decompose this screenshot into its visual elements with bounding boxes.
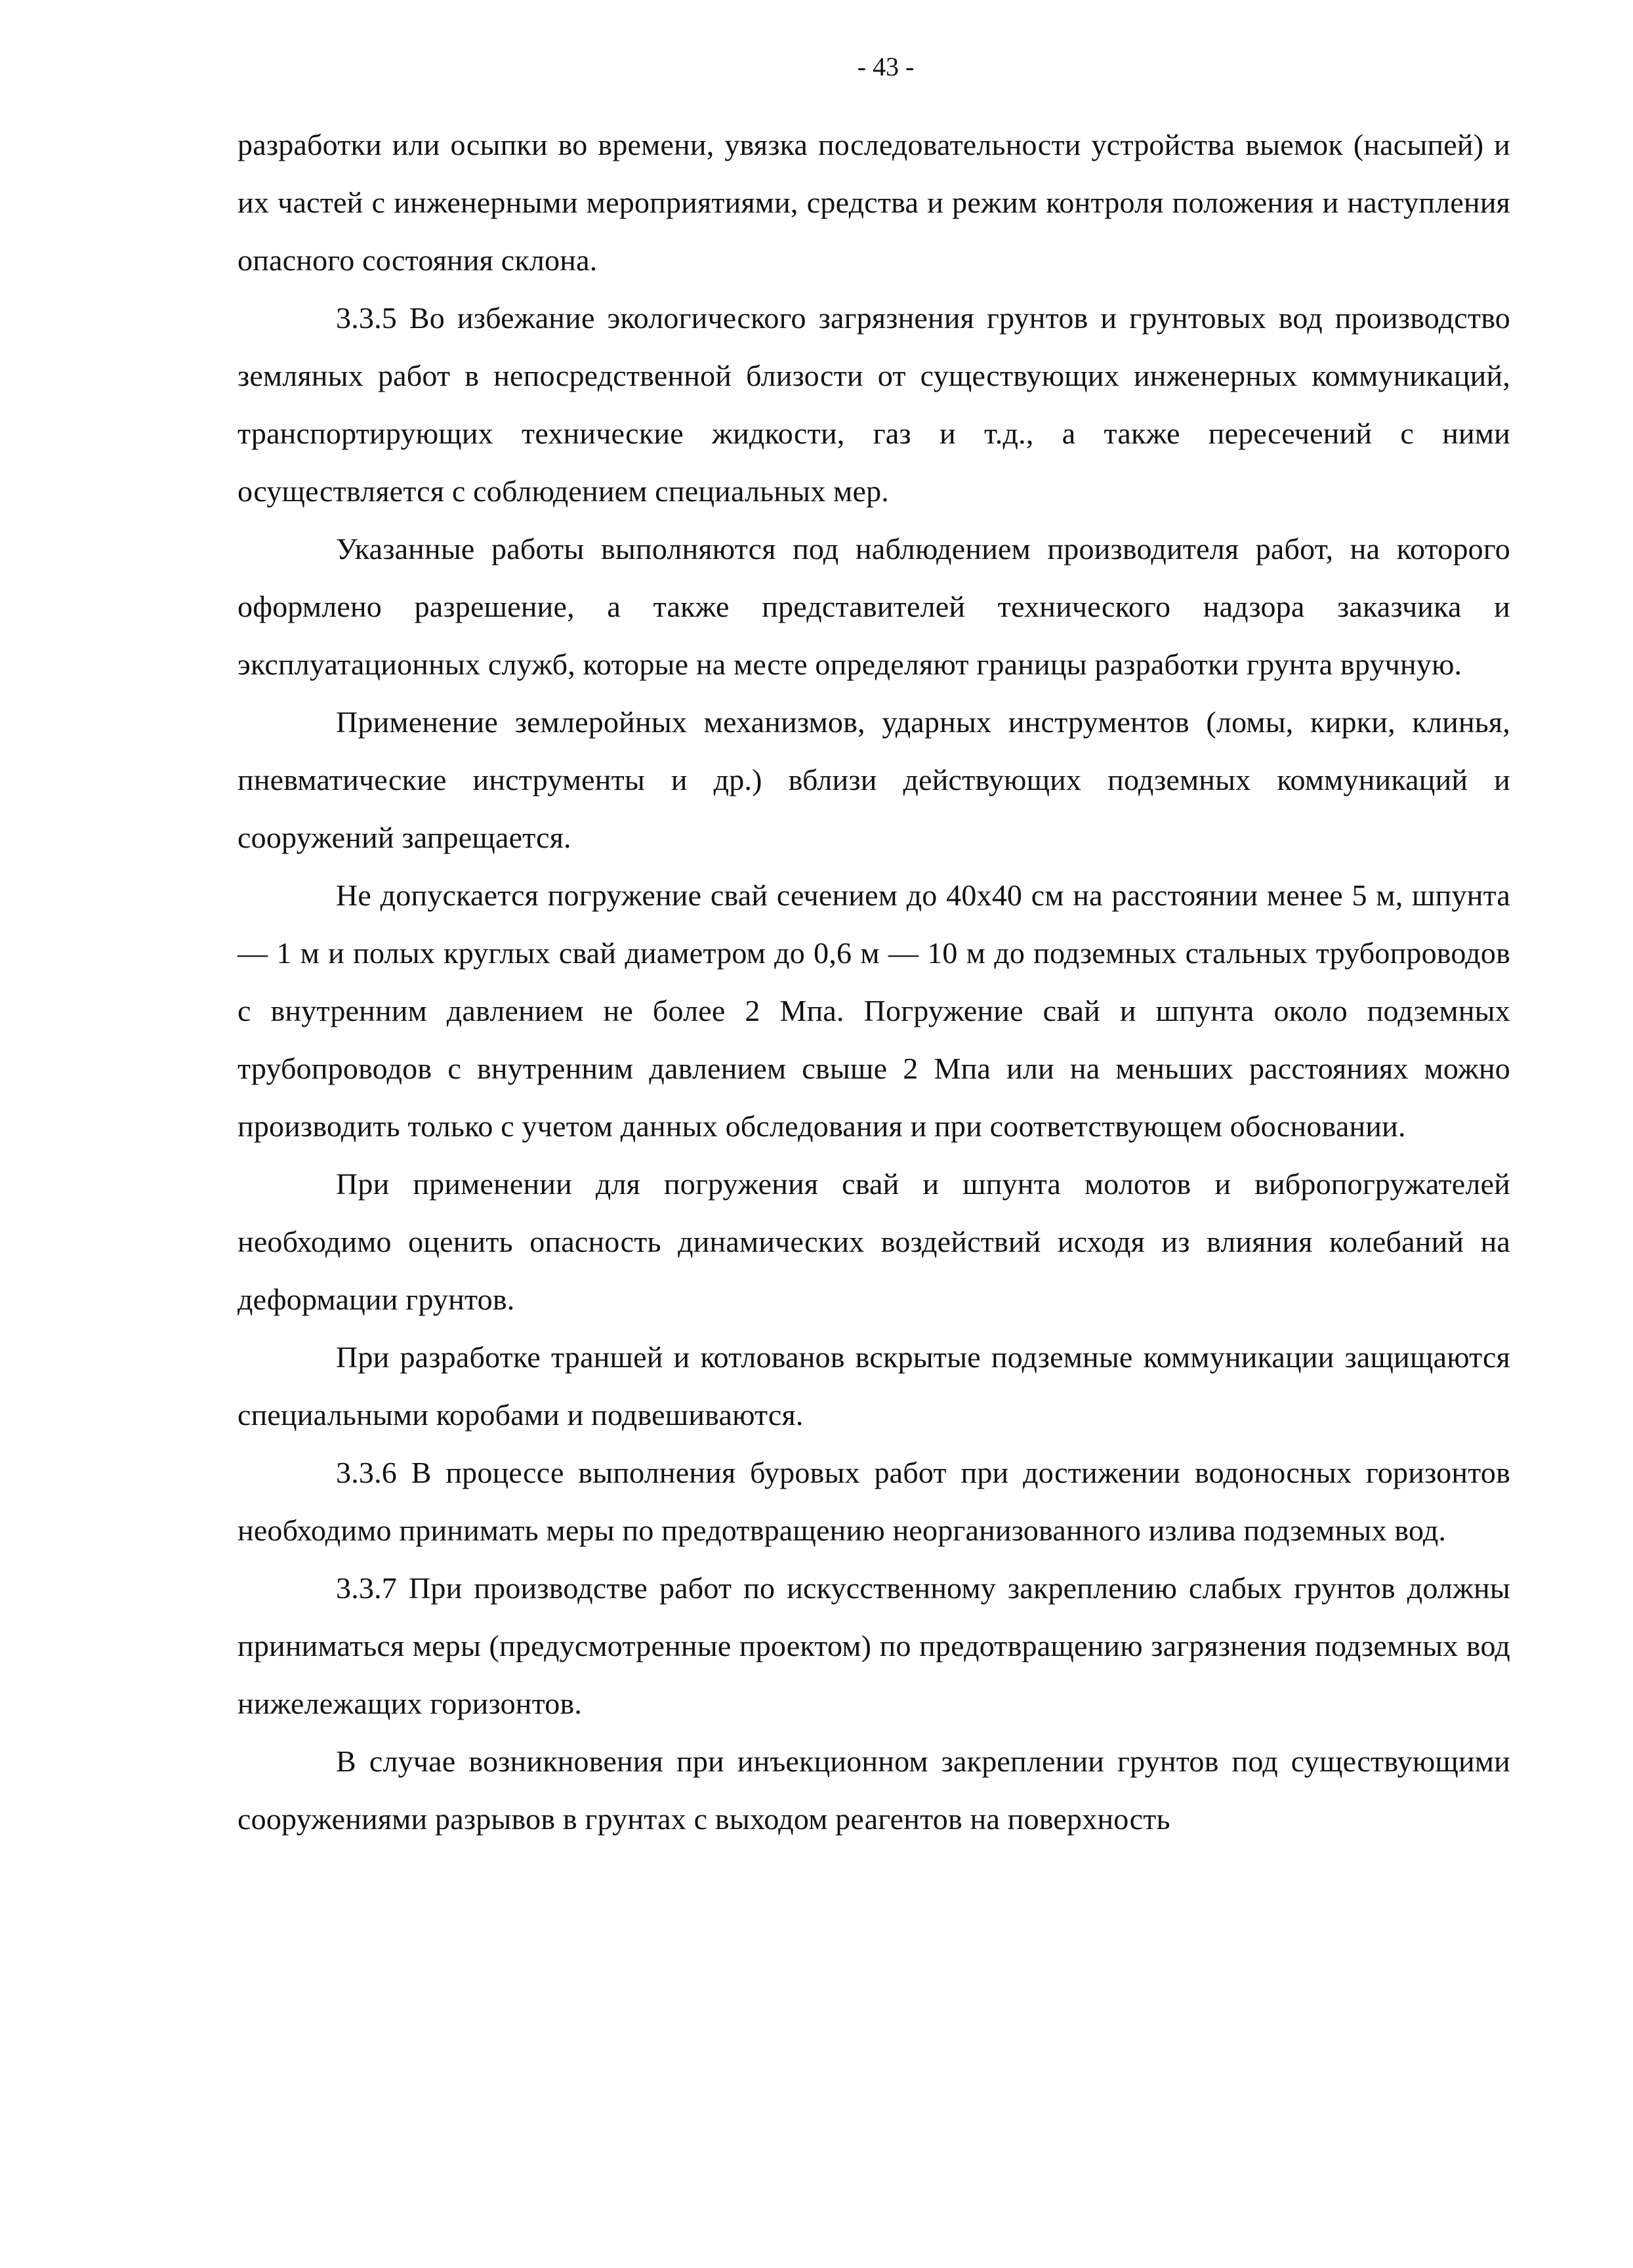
page-number: - 43 - xyxy=(857,52,915,81)
paragraph-trench-protection: При разработке траншей и котлованов вскрытые подземные коммуникации защищаются специальными коробами и подвешиваются. xyxy=(238,1340,1510,1432)
document-body xyxy=(238,116,1510,1848)
paragraph-injection-ruptures: В случае возникновения при инъекционном закреплении грунтов под существующими сооружениями разрывов в грунтах с выходом реагентов на поверхность xyxy=(238,1744,1510,1836)
paragraph-machinery-prohibition: Применение землеройных механизмов, ударных инструментов (ломы, кирки, клинья, пневматические инструменты и др.) вблизи действующих подземных коммуникаций и сооружений запрещается. xyxy=(238,705,1510,854)
paragraph-supervision: Указанные работы выполняются под наблюдением производителя работ, на которого оформлено разрешение, а также представителей технического надзора заказчика и эксплуатационных служб, которые на месте определяют границы разработки грунта вручную. xyxy=(238,532,1510,681)
paragraph-continuation: разработки или осыпки во времени, увязка последовательности устройства выемок (насыпей) и их частей с инженерными мероприятиями, средства и режим контроля положения и наступления опасного состояния склона. xyxy=(238,128,1510,277)
paragraph-pile-driving-distances: Не допускается погружение свай сечением до 40х40 см на расстоянии менее 5 м, шпунта — 1 м и полых круглых свай диаметром до 0,6 м — 10 м до подземных стальных трубопроводов с внутренним давлением не более 2 Мпа. Погружение свай и шпунта около подземных трубопроводов с внутренним давлением свыше 2 Мпа или на меньших расстояниях можно производить только с учетом данных обследования и при соответствующем обосновании. xyxy=(238,878,1510,1143)
paragraph-3-3-7: 3.3.7 При производстве работ по искусственному закреплению слабых грунтов должны приниматься меры (предусмотренные проектом) по предотвращению загрязнения подземных вод нижележащих горизонтов. xyxy=(238,1571,1510,1720)
paragraph-vibration-assessment: При применении для погружения свай и шпунта молотов и вибропогружателей необходимо оценить опасность динамических воздействий исходя из влияния колебаний на деформации грунтов. xyxy=(238,1167,1510,1316)
paragraph-3-3-6: 3.3.6 В процессе выполнения буровых работ при достижении водоносных горизонтов необходимо принимать меры по предотвращению неорганизованного излива подземных вод. xyxy=(238,1456,1510,1547)
paragraph-3-3-5: 3.3.5 Во избежание экологического загрязнения грунтов и грунтовых вод производство земляных работ в непосредственной близости от существующих инженерных коммуникаций, транспортирующих технические жидкости, газ и т.д., а также пересечений с ними осуществляется с соблюдением специальных мер. xyxy=(238,301,1510,508)
